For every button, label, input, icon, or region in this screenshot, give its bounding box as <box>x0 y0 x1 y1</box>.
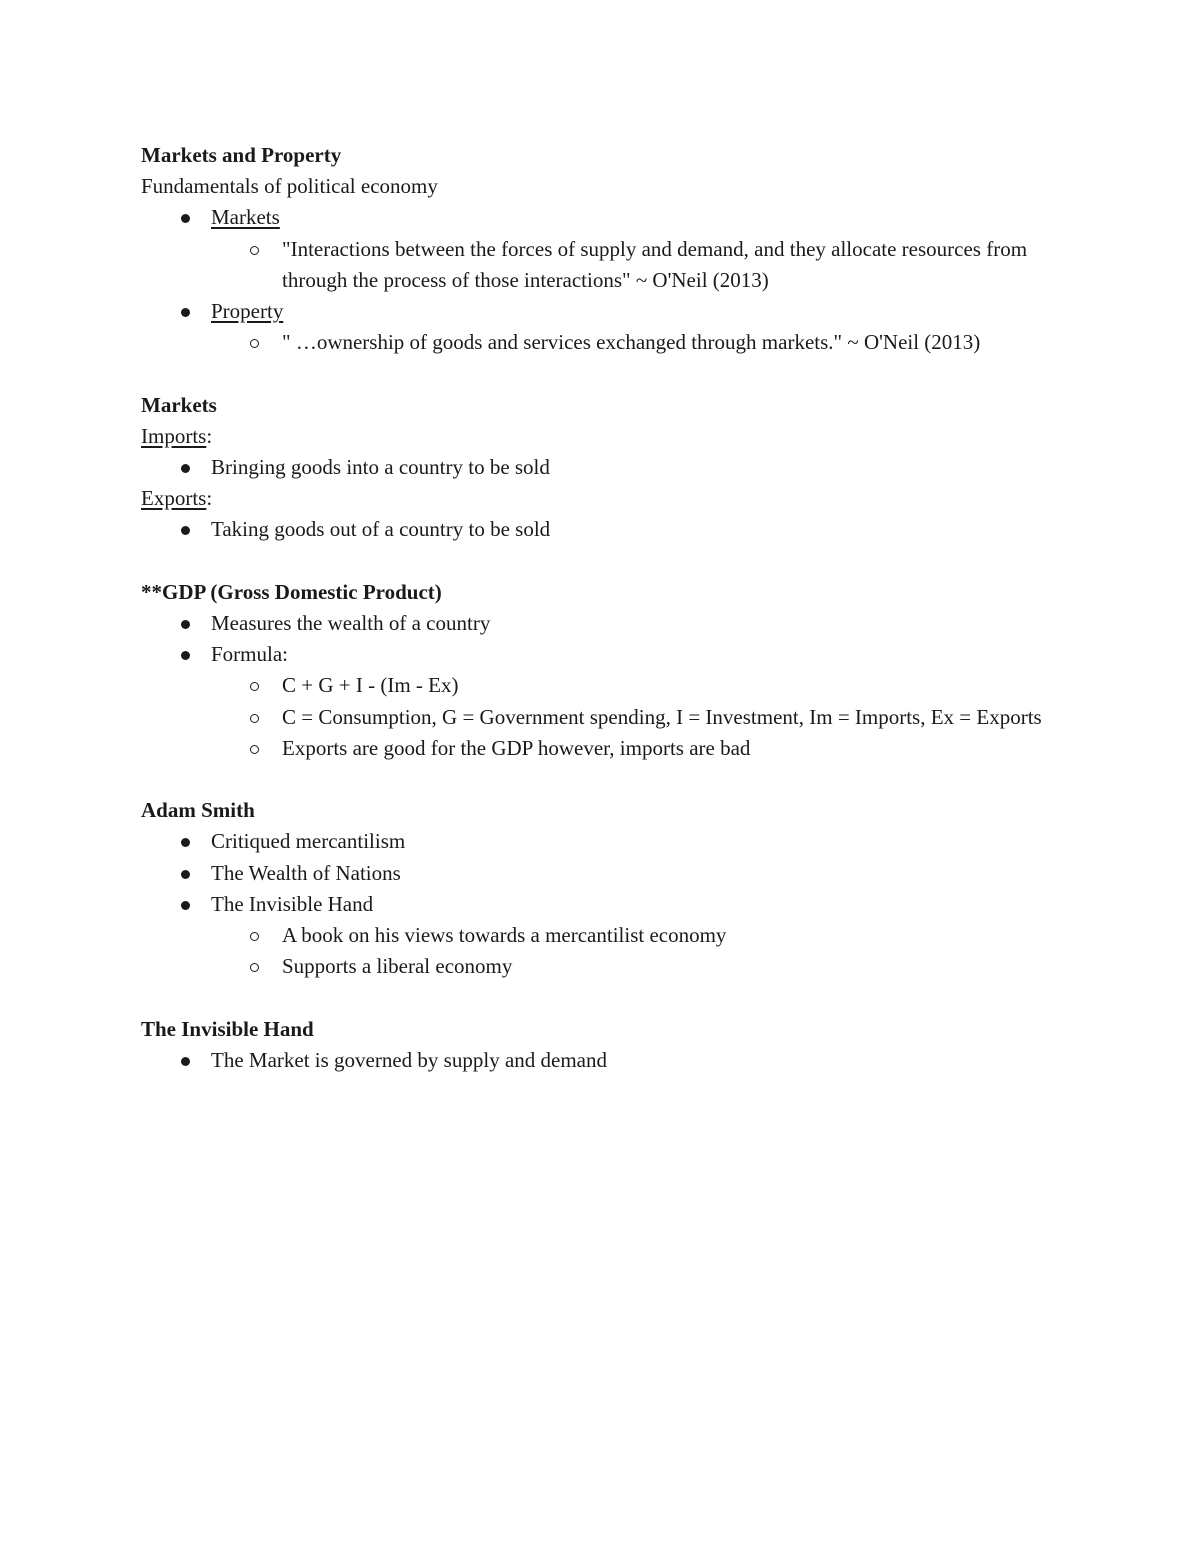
document-page <box>141 140 1071 1076</box>
list-item-gdp-formula <box>141 639 1071 670</box>
bullet-dot-icon <box>181 870 190 879</box>
invisible-hand-item-text: The Market is governed by supply and demand <box>211 1047 607 1072</box>
bullet-dot-icon <box>181 526 190 535</box>
imports-label: Imports <box>141 423 207 448</box>
bullet-circle-icon <box>250 246 259 255</box>
list-subitem-markets-quote <box>141 234 1071 296</box>
bullet-dot-icon <box>181 901 190 910</box>
section-heading-markets: Markets <box>141 392 217 417</box>
section-heading-markets-and-property: Markets and Property <box>141 143 342 167</box>
bullet-dot-icon <box>181 620 190 629</box>
imports-item-text: Bringing goods into a country to be sold <box>211 455 550 480</box>
bullet-dot-icon <box>181 651 190 660</box>
bullet-circle-icon <box>250 745 259 754</box>
blank-line <box>141 546 1071 577</box>
bullet-circle-icon <box>250 682 259 691</box>
section-heading-adam-smith: Adam Smith <box>141 798 255 823</box>
bullet-dot-icon <box>181 214 190 223</box>
adam-smith-subitem-text: Supports a liberal economy <box>282 954 513 979</box>
section-heading-invisible-hand: The Invisible Hand <box>141 1016 314 1041</box>
list-subitem-adam-smith <box>141 951 1071 982</box>
property-link-label: Property <box>211 299 284 324</box>
markets-quote-text: "Interactions between the forces of supply and demand, and they allocate resources from through the process of those interactions" ~ O'Neil (2013) <box>282 236 1028 292</box>
exports-colon: : <box>206 486 213 511</box>
section-heading-gdp: **GDP (Gross Domestic Product) <box>141 579 442 604</box>
list-subitem-gdp-formula <box>141 670 1071 701</box>
exports-label: Exports <box>141 486 207 511</box>
bullet-circle-icon <box>250 339 259 348</box>
list-subitem-gdp-legend <box>141 702 1071 733</box>
list-item-adam-smith <box>141 826 1071 857</box>
gdp-item-text: Measures the wealth of a country <box>211 611 491 636</box>
list-subitem-adam-smith <box>141 920 1071 951</box>
blank-line <box>141 982 1071 1013</box>
adam-smith-item-text: The Wealth of Nations <box>211 860 401 885</box>
gdp-subitem-text: C + G + I - (Im - Ex) <box>282 673 459 698</box>
subtitle-fundamentals: Fundamentals of political economy <box>141 174 438 199</box>
list-subitem-property-quote <box>141 327 1071 358</box>
exports-item-text: Taking goods out of a country to be sold <box>211 517 551 542</box>
bullet-circle-icon <box>250 963 259 972</box>
list-item-invisible-hand <box>141 1045 1071 1076</box>
markets-link-label: Markets <box>211 205 280 230</box>
gdp-subitem-text: Exports are good for the GDP however, imports are bad <box>282 735 751 760</box>
list-item-adam-smith <box>141 858 1071 889</box>
exports-label-line <box>141 483 1071 514</box>
list-item-gdp-wealth <box>141 608 1071 639</box>
list-subitem-gdp-note <box>141 733 1071 764</box>
blank-line <box>141 358 1071 389</box>
adam-smith-item-text: The Invisible Hand <box>211 891 374 916</box>
list-item-exports <box>141 514 1071 545</box>
bullet-dot-icon <box>181 838 190 847</box>
bullet-dot-icon <box>181 464 190 473</box>
list-item-imports <box>141 452 1071 483</box>
blank-line <box>141 764 1071 795</box>
adam-smith-item-text: Critiqued mercantilism <box>211 829 406 854</box>
bullet-circle-icon <box>250 714 259 723</box>
bullet-dot-icon <box>181 308 190 317</box>
list-item-adam-smith <box>141 889 1071 920</box>
adam-smith-subitem-text: A book on his views towards a mercantilist economy <box>282 923 727 948</box>
imports-colon: : <box>206 423 213 448</box>
bullet-dot-icon <box>181 1057 190 1066</box>
list-item-property <box>141 296 1071 327</box>
gdp-item-text: Formula: <box>211 642 288 667</box>
list-item-markets <box>141 202 1071 233</box>
imports-label-line <box>141 421 1071 452</box>
property-quote-text: " …ownership of goods and services exchanged through markets." ~ O'Neil (2013) <box>282 330 981 355</box>
bullet-circle-icon <box>250 932 259 941</box>
gdp-subitem-text: C = Consumption, G = Government spending, I = Investment, Im = Imports, Ex = Exports <box>282 704 1042 729</box>
